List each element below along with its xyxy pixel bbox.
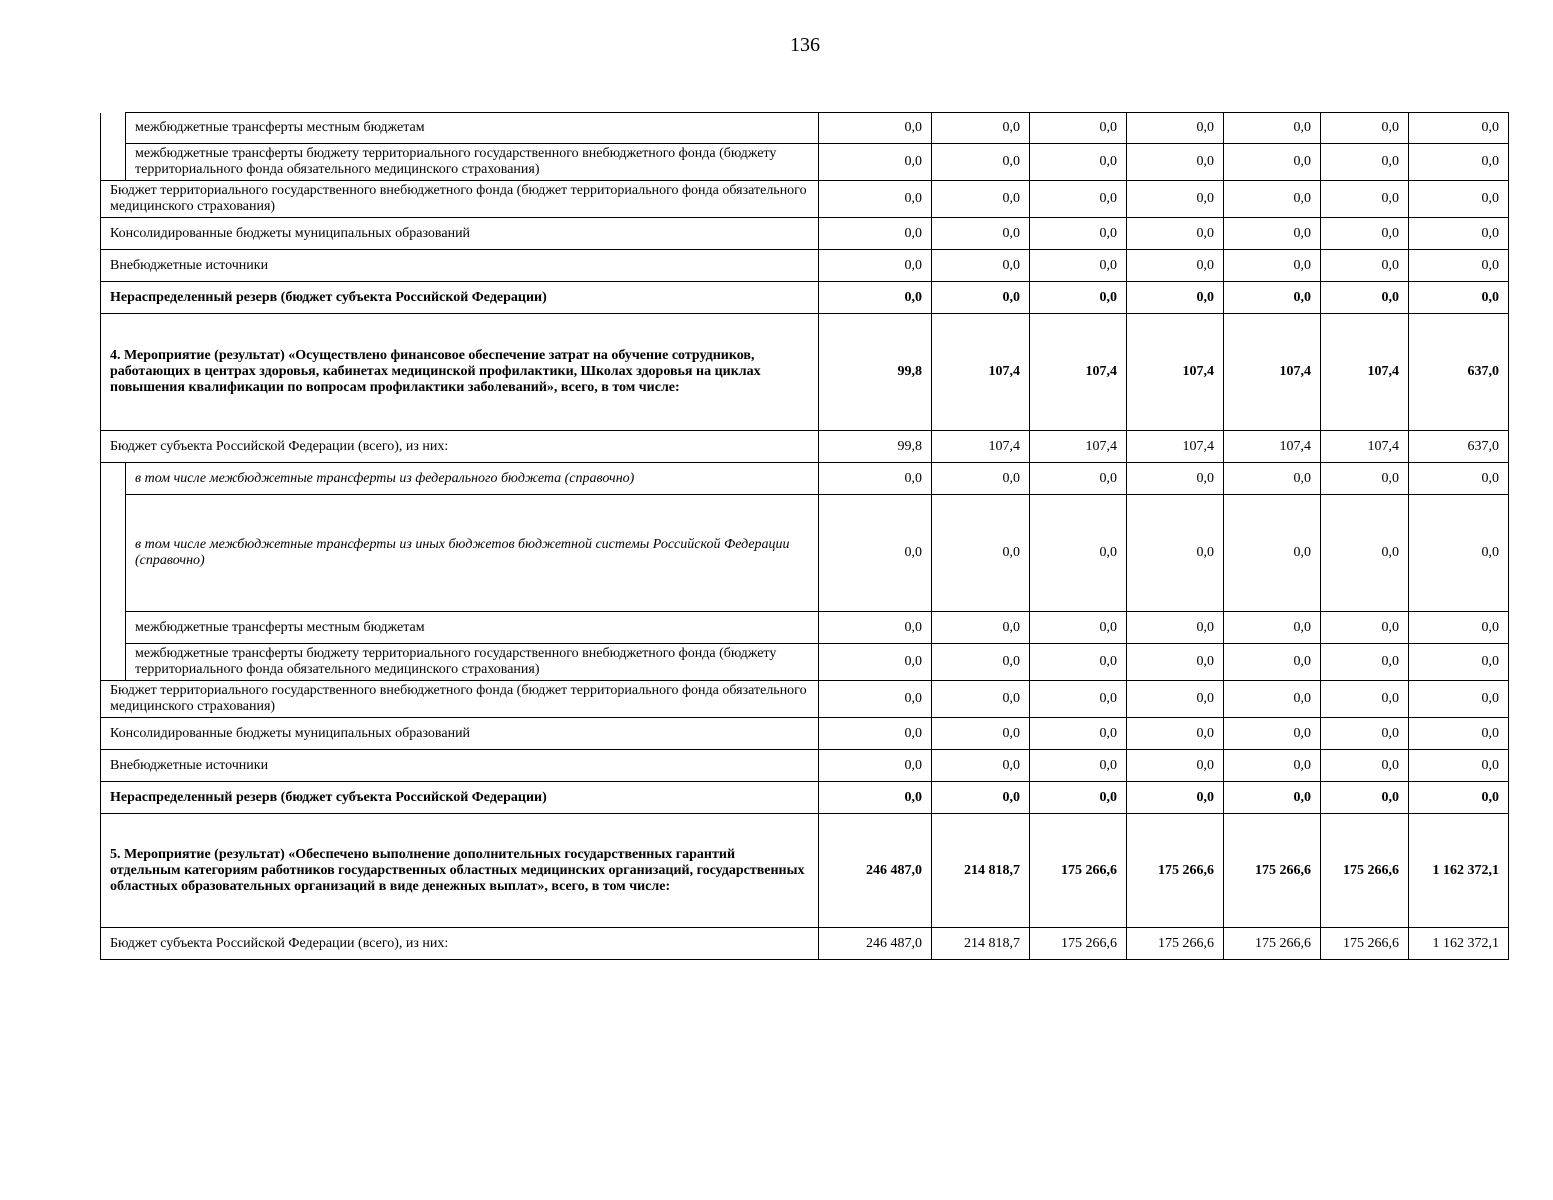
table-row xyxy=(101,463,1509,495)
value-cell: 0,0 xyxy=(1030,644,1127,681)
value-cell: 0,0 xyxy=(1224,113,1321,144)
value-cell: 175 266,6 xyxy=(1321,814,1409,928)
value-cell: 1 162 372,1 xyxy=(1409,928,1509,960)
value-cell: 0,0 xyxy=(1321,782,1409,814)
value-cell: 0,0 xyxy=(1030,495,1127,612)
value-cell: 107,4 xyxy=(1127,314,1224,431)
value-cell: 0,0 xyxy=(1127,463,1224,495)
table-row xyxy=(101,144,1509,181)
row-label: Бюджет территориального государственного внебюджетного фонда (бюджет территориального фонда обязательного медицинского страхования) xyxy=(101,681,819,718)
value-cell: 0,0 xyxy=(1127,282,1224,314)
row-label: Нераспределенный резерв (бюджет субъекта Российской Федерации) xyxy=(101,782,819,814)
table-row xyxy=(101,113,1509,144)
value-cell: 107,4 xyxy=(1321,431,1409,463)
value-cell: 0,0 xyxy=(1321,495,1409,612)
value-cell: 0,0 xyxy=(1030,718,1127,750)
row-label: Бюджет территориального государственного внебюджетного фонда (бюджет территориального фонда обязательного медицинского страхования) xyxy=(101,181,819,218)
table-row xyxy=(101,681,1509,718)
value-cell: 0,0 xyxy=(1127,218,1224,250)
value-cell: 0,0 xyxy=(1030,144,1127,181)
value-cell: 0,0 xyxy=(932,782,1030,814)
budget-table xyxy=(100,112,1509,960)
row-label: межбюджетные трансферты бюджету территориального государственного внебюджетного фонда (бюджету территориального фонда обязательного медицинского страхования) xyxy=(126,644,819,681)
value-cell: 99,8 xyxy=(819,314,932,431)
value-cell: 0,0 xyxy=(1030,113,1127,144)
row-label: Консолидированные бюджеты муниципальных образований xyxy=(101,218,819,250)
row-label: межбюджетные трансферты бюджету территориального государственного внебюджетного фонда (бюджету территориального фонда обязательного медицинского страхования) xyxy=(126,144,819,181)
table-row xyxy=(101,750,1509,782)
value-cell: 0,0 xyxy=(819,782,932,814)
value-cell: 0,0 xyxy=(1321,181,1409,218)
value-cell: 0,0 xyxy=(1224,612,1321,644)
value-cell: 0,0 xyxy=(1409,612,1509,644)
table-row xyxy=(101,644,1509,681)
value-cell: 0,0 xyxy=(932,113,1030,144)
value-cell: 0,0 xyxy=(932,681,1030,718)
value-cell: 0,0 xyxy=(1030,181,1127,218)
value-cell: 0,0 xyxy=(1409,218,1509,250)
value-cell: 0,0 xyxy=(1321,644,1409,681)
value-cell: 0,0 xyxy=(1224,681,1321,718)
value-cell: 0,0 xyxy=(1030,612,1127,644)
value-cell: 0,0 xyxy=(1409,181,1509,218)
value-cell: 0,0 xyxy=(1127,750,1224,782)
value-cell: 0,0 xyxy=(932,282,1030,314)
table-row xyxy=(101,495,1509,612)
value-cell: 107,4 xyxy=(1321,314,1409,431)
row-label: в том числе межбюджетные трансферты из федерального бюджета (справочно) xyxy=(126,463,819,495)
value-cell: 107,4 xyxy=(1030,314,1127,431)
value-cell: 0,0 xyxy=(1030,250,1127,282)
value-cell: 0,0 xyxy=(1127,718,1224,750)
value-cell: 0,0 xyxy=(1127,782,1224,814)
value-cell: 175 266,6 xyxy=(1127,928,1224,960)
row-label: 4. Мероприятие (результат) «Осуществлено финансовое обеспечение затрат на обучение сотрудников, работающих в центрах здоровья, кабинетах медицинской профилактики, Школах здоровья на циклах повышения квалификации по вопросам профилактики заболеваний», всего, в том числе: xyxy=(101,314,819,431)
value-cell: 0,0 xyxy=(1224,644,1321,681)
value-cell: 0,0 xyxy=(1224,181,1321,218)
table-row xyxy=(101,282,1509,314)
table-row xyxy=(101,814,1509,928)
indent-cell xyxy=(101,463,126,495)
indent-cell xyxy=(101,612,126,644)
value-cell: 99,8 xyxy=(819,431,932,463)
table-row xyxy=(101,181,1509,218)
indent-cell xyxy=(101,644,126,681)
value-cell: 0,0 xyxy=(1224,463,1321,495)
value-cell: 0,0 xyxy=(819,463,932,495)
value-cell: 0,0 xyxy=(1409,463,1509,495)
indent-cell xyxy=(101,113,126,144)
value-cell: 0,0 xyxy=(1224,718,1321,750)
value-cell: 0,0 xyxy=(1030,282,1127,314)
value-cell: 0,0 xyxy=(932,495,1030,612)
value-cell: 0,0 xyxy=(1127,681,1224,718)
value-cell: 0,0 xyxy=(819,250,932,282)
value-cell: 175 266,6 xyxy=(1321,928,1409,960)
value-cell: 175 266,6 xyxy=(1224,814,1321,928)
value-cell: 0,0 xyxy=(1409,782,1509,814)
row-label: Бюджет субъекта Российской Федерации (всего), из них: xyxy=(101,928,819,960)
value-cell: 0,0 xyxy=(1127,612,1224,644)
value-cell: 0,0 xyxy=(1321,282,1409,314)
value-cell: 0,0 xyxy=(1409,250,1509,282)
value-cell: 0,0 xyxy=(1224,144,1321,181)
value-cell: 246 487,0 xyxy=(819,814,932,928)
value-cell: 0,0 xyxy=(1030,782,1127,814)
value-cell: 107,4 xyxy=(932,431,1030,463)
value-cell: 0,0 xyxy=(1127,113,1224,144)
value-cell: 0,0 xyxy=(1321,750,1409,782)
value-cell: 0,0 xyxy=(819,644,932,681)
value-cell: 0,0 xyxy=(1321,113,1409,144)
value-cell: 0,0 xyxy=(1409,495,1509,612)
value-cell: 0,0 xyxy=(1409,750,1509,782)
value-cell: 175 266,6 xyxy=(1224,928,1321,960)
row-label: в том числе межбюджетные трансферты из иных бюджетов бюджетной системы Российской Федерации (справочно) xyxy=(126,495,819,612)
row-label: межбюджетные трансферты местным бюджетам xyxy=(126,612,819,644)
value-cell: 0,0 xyxy=(1321,144,1409,181)
value-cell: 0,0 xyxy=(1127,250,1224,282)
value-cell: 0,0 xyxy=(932,218,1030,250)
value-cell: 0,0 xyxy=(932,181,1030,218)
value-cell: 0,0 xyxy=(932,644,1030,681)
value-cell: 0,0 xyxy=(932,250,1030,282)
value-cell: 0,0 xyxy=(1224,282,1321,314)
value-cell: 1 162 372,1 xyxy=(1409,814,1509,928)
value-cell: 0,0 xyxy=(1224,218,1321,250)
value-cell: 0,0 xyxy=(819,218,932,250)
value-cell: 107,4 xyxy=(1030,431,1127,463)
row-label: Внебюджетные источники xyxy=(101,250,819,282)
value-cell: 0,0 xyxy=(1224,250,1321,282)
value-cell: 175 266,6 xyxy=(1127,814,1224,928)
value-cell: 0,0 xyxy=(1030,463,1127,495)
value-cell: 0,0 xyxy=(819,681,932,718)
value-cell: 0,0 xyxy=(932,750,1030,782)
value-cell: 0,0 xyxy=(1127,644,1224,681)
value-cell: 107,4 xyxy=(1224,431,1321,463)
value-cell: 0,0 xyxy=(1321,250,1409,282)
table-row xyxy=(101,612,1509,644)
table-body xyxy=(101,113,1509,960)
value-cell: 0,0 xyxy=(1409,718,1509,750)
row-label: Консолидированные бюджеты муниципальных образований xyxy=(101,718,819,750)
table-row xyxy=(101,431,1509,463)
table-row xyxy=(101,218,1509,250)
table-row xyxy=(101,782,1509,814)
page-number: 136 xyxy=(790,34,820,56)
value-cell: 0,0 xyxy=(1321,218,1409,250)
value-cell: 0,0 xyxy=(1224,495,1321,612)
indent-cell xyxy=(101,495,126,612)
value-cell: 0,0 xyxy=(1321,681,1409,718)
row-label: Внебюджетные источники xyxy=(101,750,819,782)
value-cell: 0,0 xyxy=(1030,681,1127,718)
value-cell: 0,0 xyxy=(932,144,1030,181)
value-cell: 0,0 xyxy=(1409,113,1509,144)
table-row xyxy=(101,928,1509,960)
row-label: 5. Мероприятие (результат) «Обеспечено выполнение дополнительных государственных гарантий отдельным категориям работников государственных областных медицинских организаций, государственных областных образовательных организаций в виде денежных выплат», всего, в том числе: xyxy=(101,814,819,928)
value-cell: 0,0 xyxy=(819,113,932,144)
value-cell: 107,4 xyxy=(1224,314,1321,431)
value-cell: 637,0 xyxy=(1409,314,1509,431)
value-cell: 0,0 xyxy=(932,463,1030,495)
value-cell: 0,0 xyxy=(819,144,932,181)
value-cell: 0,0 xyxy=(932,612,1030,644)
value-cell: 0,0 xyxy=(819,495,932,612)
value-cell: 0,0 xyxy=(1224,750,1321,782)
value-cell: 0,0 xyxy=(1321,463,1409,495)
value-cell: 0,0 xyxy=(1409,282,1509,314)
value-cell: 0,0 xyxy=(819,750,932,782)
value-cell: 0,0 xyxy=(1127,144,1224,181)
table-row xyxy=(101,718,1509,750)
value-cell: 175 266,6 xyxy=(1030,928,1127,960)
value-cell: 0,0 xyxy=(819,612,932,644)
indent-cell xyxy=(101,144,126,181)
value-cell: 214 818,7 xyxy=(932,928,1030,960)
row-label: Нераспределенный резерв (бюджет субъекта Российской Федерации) xyxy=(101,282,819,314)
value-cell: 214 818,7 xyxy=(932,814,1030,928)
value-cell: 637,0 xyxy=(1409,431,1509,463)
value-cell: 0,0 xyxy=(1409,644,1509,681)
value-cell: 107,4 xyxy=(1127,431,1224,463)
value-cell: 0,0 xyxy=(1030,750,1127,782)
row-label: Бюджет субъекта Российской Федерации (всего), из них: xyxy=(101,431,819,463)
value-cell: 175 266,6 xyxy=(1030,814,1127,928)
value-cell: 0,0 xyxy=(819,181,932,218)
value-cell: 0,0 xyxy=(1409,681,1509,718)
value-cell: 0,0 xyxy=(1127,181,1224,218)
value-cell: 0,0 xyxy=(1127,495,1224,612)
value-cell: 0,0 xyxy=(819,718,932,750)
value-cell: 0,0 xyxy=(1030,218,1127,250)
value-cell: 0,0 xyxy=(1321,718,1409,750)
table-row xyxy=(101,250,1509,282)
value-cell: 107,4 xyxy=(932,314,1030,431)
value-cell: 0,0 xyxy=(1409,144,1509,181)
value-cell: 0,0 xyxy=(1224,782,1321,814)
row-label: межбюджетные трансферты местным бюджетам xyxy=(126,113,819,144)
value-cell: 0,0 xyxy=(819,282,932,314)
table-row xyxy=(101,314,1509,431)
value-cell: 0,0 xyxy=(1321,612,1409,644)
value-cell: 246 487,0 xyxy=(819,928,932,960)
value-cell: 0,0 xyxy=(932,718,1030,750)
